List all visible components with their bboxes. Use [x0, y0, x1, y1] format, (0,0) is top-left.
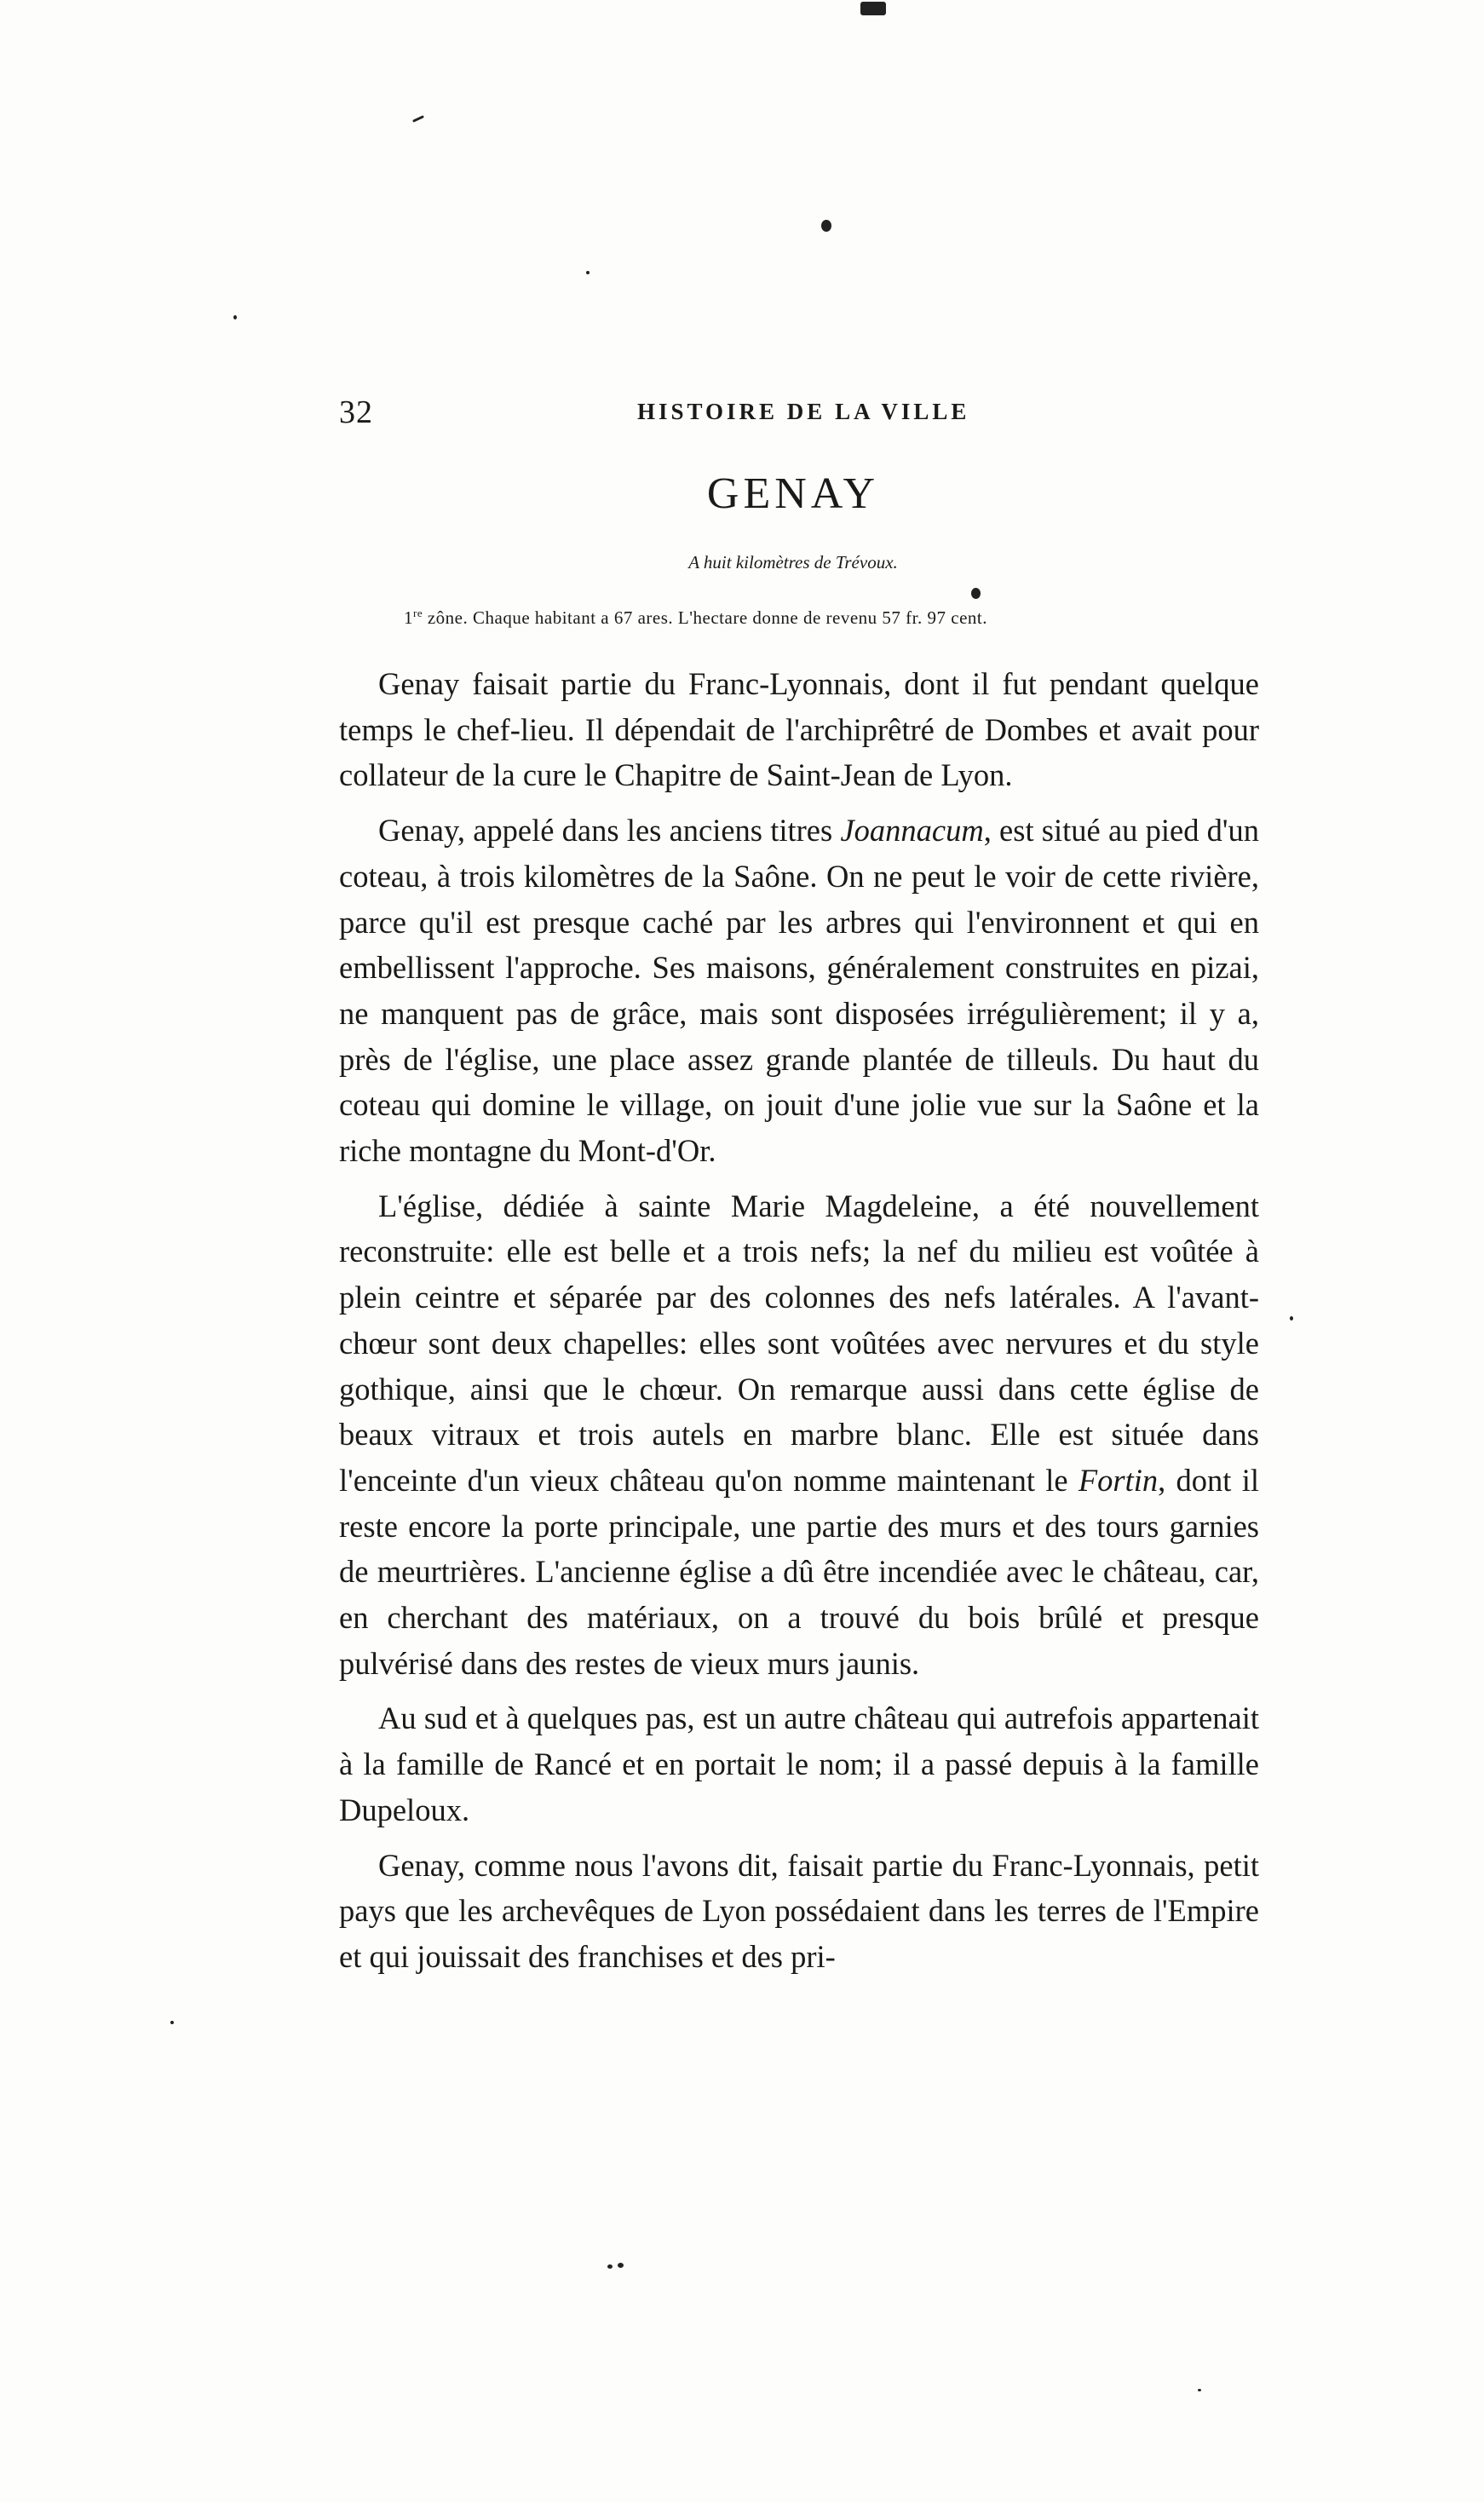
body-text [339, 661, 1259, 1989]
text-run: Genay, appelé dans les anciens titres [378, 813, 841, 849]
text-run: , est situé au pied d'un coteau, à trois kilomètres de la Saône. On ne peut le voir de cette rivière, parce qu'il est presque caché par les arbres qui l'environnent et qui en embellissent l'approche. Ses maisons, généralement construites en pizai, ne manquent pas de grâce, mais sont disposées irrégulièrement; il y a, près de l'église, une place assez grande plantée de tilleuls. Du haut du coteau qui domine le village, on jouit d'une jolie vue sur la Saône et la riche montagne du Mont-d'Or. [339, 813, 1260, 1169]
zone-note [404, 607, 987, 629]
text-run-italic: Joannacum [840, 813, 984, 849]
text-run-italic: Fortin [1078, 1462, 1159, 1498]
scan-dot [821, 220, 831, 232]
text-run: , dont il reste encore la porte principale, une partie des murs et des tours garnies de meurtrières. L'ancienne église a dû être incendiée avec le château, car, en cherchant des matériaux, on a trouvé du bois brûlé et presque pulvérisé dans des restes de vieux murs jaunis. [339, 1462, 1259, 1681]
subtitle: A huit kilomètres de Trévoux. [688, 552, 898, 573]
scan-dot [412, 115, 424, 123]
scan-dot [233, 315, 237, 319]
scan-dot [170, 2021, 174, 2024]
scan-dot [586, 271, 590, 274]
paragraph [339, 1843, 1259, 1980]
text-run: L'église, dédiée à sainte Marie Magdeleine, a été nouvellement reconstruite: elle est belle et a trois nefs; la nef du milieu est voûtée à plein ceintre et séparée par des colonnes des nefs latérales. A l'avant-chœur sont deux chapelles: elles sont voûtées avec nervures et du style gothique, ainsi que le chœur. On remarque aussi dans cette église de beaux vitraux et trois autels en marbre blanc. Elle est située dans l'enceinte d'un vieux château qu'on nomme maintenant le [339, 1188, 1259, 1498]
scan-dot [1198, 2389, 1201, 2391]
page-header [339, 394, 1261, 436]
page-number: 32 [339, 394, 373, 430]
text-run: Genay, comme nous l'avons dit, faisait partie du Franc-Lyonnais, petit pays que les archevêques de Lyon possédaient dans les terres de l'Empire et qui jouissait des franchises et des pri- [339, 1847, 1259, 1974]
zone-ordinal-suffix: re [413, 607, 423, 619]
paragraph [339, 661, 1259, 798]
paragraph [339, 1695, 1259, 1833]
scan-dot [607, 2264, 613, 2269]
page-title: GENAY [706, 469, 880, 518]
text-run: Genay faisait partie du Franc-Lyonnais, dont il fut pendant quelque temps le chef-lieu. Il dépendait de l'archiprêtré de Dombes et avait pour collateur de la cure le Chapitre de Saint-Jean de Lyon. [339, 666, 1259, 793]
scan-dot [618, 2263, 624, 2268]
running-title: HISTOIRE DE LA VILLE [637, 399, 970, 424]
paragraph [339, 808, 1259, 1174]
text-run: Au sud et à quelques pas, est un autre château qui autrefois appartenait à la famille de Rancé et en portait le nom; il a passé depuis à la famille Dupeloux. [339, 1700, 1259, 1827]
scan-dot [971, 588, 981, 599]
scan-mark-top [860, 2, 886, 15]
scan-dot [1290, 1316, 1293, 1321]
zone-note-text: zône. Chaque habitant a 67 ares. L'hectare donne de revenu 57 fr. 97 cent. [423, 607, 987, 628]
zone-ordinal: 1 [404, 607, 413, 628]
paragraph [339, 1183, 1259, 1687]
